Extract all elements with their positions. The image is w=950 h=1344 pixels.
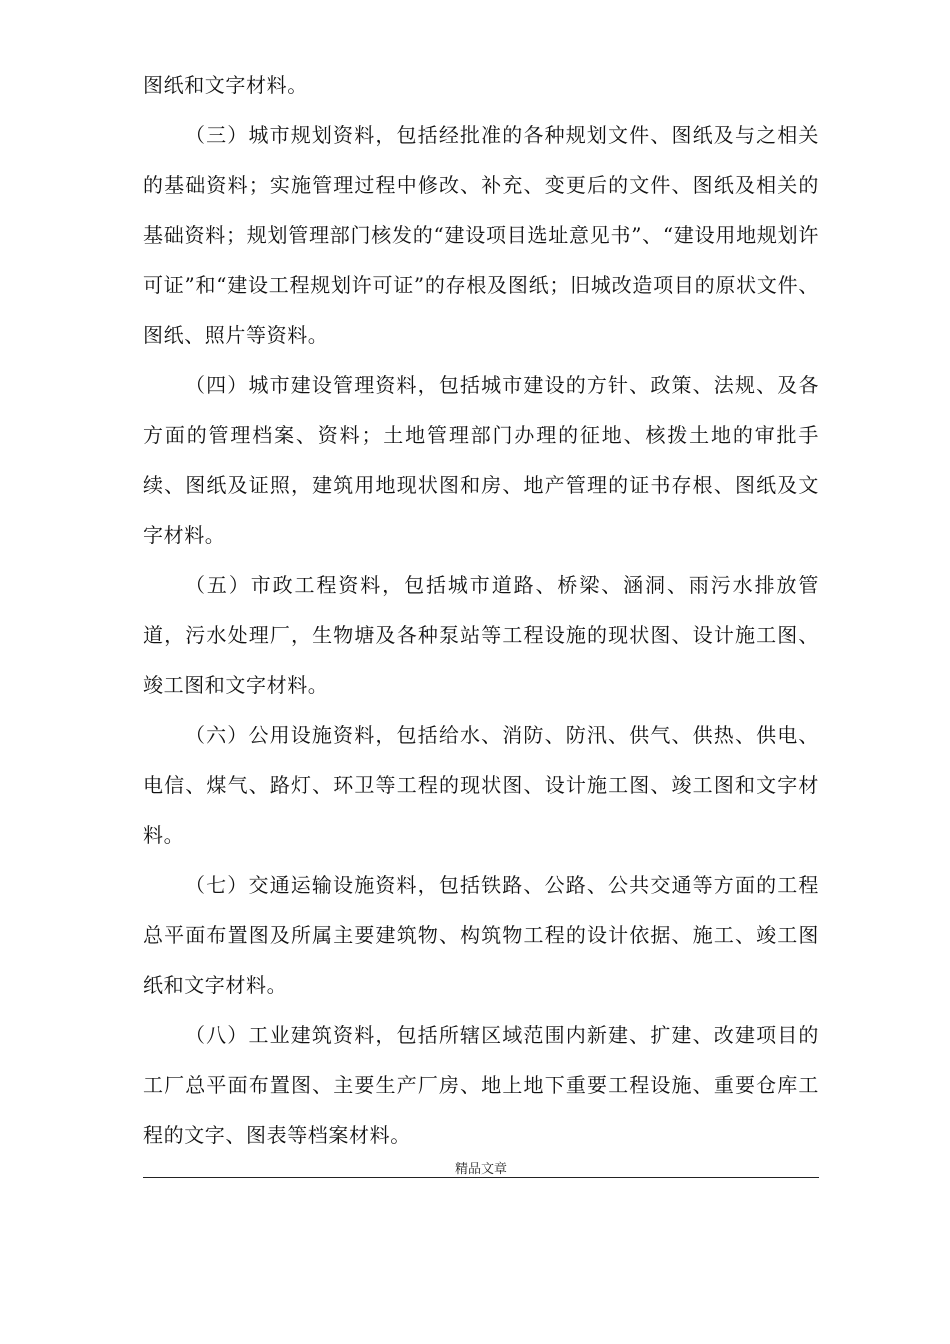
footer-label: 精品文章	[454, 1162, 507, 1177]
document-body	[143, 60, 819, 1160]
paragraph-public-facilities: （六）公用设施资料，包括给水、消防、防汛、供气、供热、供电、电信、煤气、路灯、环卫等工程的现状图、设计施工图、竣工图和文字材料。	[143, 723, 819, 847]
paragraph-transportation-facilities: （七）交通运输设施资料，包括铁路、公路、公共交通等方面的工程总平面布置图及所属主要建筑物、构筑物工程的设计依据、施工、竣工图纸和文字材料。	[143, 873, 819, 997]
paragraph-municipal-engineering: （五）市政工程资料，包括城市道路、桥梁、涵洞、雨污水排放管道，污水处理厂，生物塘及各种泵站等工程设施的现状图、设计施工图、竣工图和文字材料。	[143, 573, 819, 697]
paragraph-urban-planning: （三）城市规划资料，包括经批准的各种规划文件、图纸及与之相关的基础资料；实施管理过程中修改、补充、变更后的文件、图纸及相关的基础资料；规划管理部门核发的“建设项目选址意见书”、“建设用地规划许可证”和“建设工程规划许可证”的存根及图纸；旧城改造项目的原状文件、图纸、照片等资料。	[143, 123, 819, 347]
footer-divider	[143, 1177, 819, 1178]
paragraph-urban-construction-management: （四）城市建设管理资料，包括城市建设的方针、政策、法规、及各方面的管理档案、资料；土地管理部门办理的征地、核拨土地的审批手续、图纸及证照，建筑用地现状图和房、地产管理的证书存根、图纸及文字材料。	[143, 373, 819, 547]
paragraph-continuation: 图纸和文字材料。	[143, 73, 308, 97]
paragraph-industrial-buildings: （八）工业建筑资料，包括所辖区域范围内新建、扩建、改建项目的工厂总平面布置图、主要生产厂房、地上地下重要工程设施、重要仓库工程的文字、图表等档案材料。	[143, 1023, 819, 1147]
